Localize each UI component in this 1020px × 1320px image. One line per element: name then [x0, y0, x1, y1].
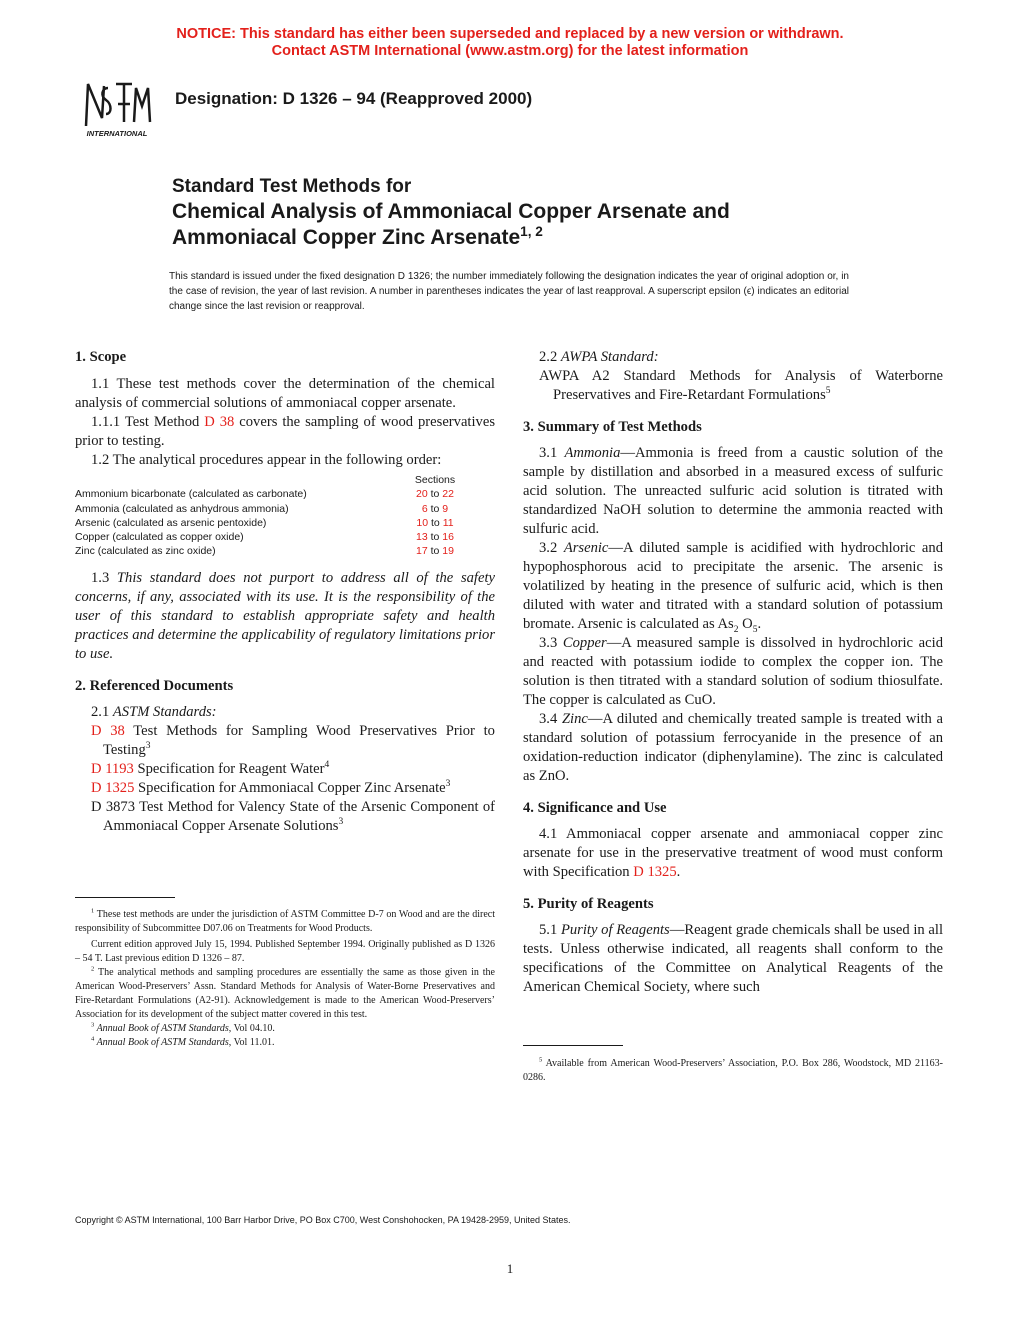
left-column	[75, 348, 495, 836]
footnote-1b: Current edition approved July 15, 1994. Published September 1994. Originally published as D 1326 – 54 T. Last previous edition D 1326 – 87.	[75, 939, 495, 964]
footnote-1: $^1$ These test methods are under the jurisdiction of ASTM Committee D-7 on Wood and are the direct responsibility of Subcommittee D07.06 on Treatments for Wood Products.	[75, 907, 495, 934]
designation: Designation: D 1326 – 94 (Reapproved 2000)	[175, 89, 533, 108]
title-block	[172, 175, 872, 251]
referenced-heading: 2. Referenced Documents	[75, 677, 234, 694]
para-1-1: 1.1 These test methods cover the determination of the chemical analysis of commercial solutions of ammoniacal copper arsenate.	[75, 376, 495, 411]
link-d38[interactable]: D 38	[204, 414, 235, 430]
ref-d38: D 38 Test Methods for Sampling Wood Preservatives Prior to Testing$^3$	[91, 722, 495, 758]
logo-subtext: INTERNATIONAL	[86, 129, 148, 138]
table-row: Arsenic (calculated as arsenic pentoxide) 10 to 11	[75, 516, 454, 529]
right-footnotes	[523, 1057, 943, 1085]
right-column	[523, 348, 943, 997]
table-row: Zinc (calculated as zinc oxide) 17 to 19	[75, 545, 454, 558]
issued-note: This standard is issued under the fixed designation D 1326; the number immediately following the designation indicates the year of original adoption or, in the case of revision, the year of last revision. A number in parentheses indicates the year of last reapproval. A superscript epsilon (ϵ) indicates an editorial change since the last revision or reapproval.	[169, 271, 849, 312]
title-line-2: Chemical Analysis of Ammoniacal Copper Arsenate and	[172, 200, 730, 223]
para-3-4: 3.4 Zinc—A diluted and chemically treated sample is treated with a standard solution of potassium ferrocyanide in the presence of an oxidation-reduction indicator (diphenylamine). The zinc is calculated as ZnO.	[523, 711, 943, 784]
scope-heading: 1. Scope	[75, 349, 127, 365]
ref-d1325: D 1325 Specification for Ammoniacal Copper Zinc Arsenate$^3$	[91, 778, 451, 796]
table-header: Sections	[414, 474, 456, 486]
summary-heading: 3. Summary of Test Methods	[523, 419, 702, 435]
footnote-4: $^4$ Annual Book of ASTM Standards, Vol 11.01.	[91, 1035, 275, 1048]
table-row: Ammonium bicarbonate (calculated as carbonate) 20 to 22	[75, 488, 454, 501]
astm-logo	[74, 74, 160, 146]
copyright: Copyright © ASTM International, 100 Barr Harbor Drive, PO Box C700, West Conshohocken, PA 19428-2959, United States.	[75, 1215, 571, 1225]
para-1-1-1: 1.1.1 Test Method D 38 covers the sampling of wood preservatives prior to testing.	[75, 414, 495, 449]
link-d1325[interactable]: D 1325	[633, 864, 677, 880]
purity-heading: 5. Purity of Reagents	[523, 896, 654, 912]
footnote-rule-right	[523, 1045, 623, 1046]
para-1-3: 1.3 This standard does not purport to address all of the safety concerns, if any, associated with its use. It is the responsibility of the user of this standard to establish appropriate safety and health practices and determine the applicability of regulatory limitations prior to use.	[75, 569, 495, 662]
para-4-1: 4.1 Ammoniacal copper arsenate and ammoniacal copper zinc arsenate for use in the preservative treatment of wood must conform with Specification D 1325.	[523, 826, 943, 880]
para-3-3: 3.3 Copper—A measured sample is dissolved in hydrochloric acid and reacted with potassium iodide to complex the copper ion. The solution is then titrated with a standard solution of sodium thiosulfate. The copper is calculated as CuO.	[523, 635, 943, 708]
page-number: 1	[506, 1261, 514, 1276]
ref-d1193: D 1193 Specification for Reagent Water$^4$	[91, 759, 330, 777]
left-footnotes	[75, 908, 495, 1050]
notice-line-2: Contact ASTM International (www.astm.org) for the latest information	[271, 43, 749, 59]
para-2-2: 2.2 AWPA Standard:	[539, 349, 659, 365]
footnote-2: $^2$ The analytical methods and sampling procedures are essentially the same as those given in the American Wood-Preservers’ Assn. Standard Methods for Analysis of Water-Borne Preservatives and Fire-Retardant Formulations (A2-91). Acknowledgement is made to the American Wood-Preservers’ Association for its development of the subject matter covered in this test.	[75, 965, 495, 1020]
ref-d3873: D 3873 Test Method for Valency State of the Arsenic Component of Ammoniacal Copper Arsenate Solutions$^3$	[91, 798, 495, 834]
significance-heading: 4. Significance and Use	[523, 800, 667, 816]
footnote-rule	[75, 897, 175, 898]
table-row: Copper (calculated as copper oxide) 13 to 16	[75, 531, 454, 544]
para-1-2: 1.2 The analytical procedures appear in the following order:	[91, 452, 442, 468]
sections-table	[75, 473, 495, 559]
notice-line-1: NOTICE: This standard has either been superseded and replaced by a new version or withdrawn.	[176, 26, 844, 42]
title-line-1: Standard Test Methods for	[172, 176, 412, 197]
ref-awpa: AWPA A2 Standard Methods for Analysis of Waterborne Preservatives and Fire-Retardant Formulations$^5$	[539, 368, 943, 403]
footnote-3: $^3$ Annual Book of ASTM Standards, Vol 04.10.	[91, 1021, 275, 1034]
table-row: Ammonia (calculated as anhydrous ammonia) 6 to 9	[75, 502, 449, 515]
footnote-5: $^5$ Available from American Wood-Preservers’ Association, P.O. Box 286, Woodstock, MD 21163-0286.	[523, 1056, 943, 1083]
para-3-1: 3.1 Ammonia—Ammonia is freed from a caustic solution of the sample by distillation and absorbed in a measured excess of sulfuric acid solution. The unreacted sulfuric acid solution is titrated with standardized NaOH solution to determine the ammonia reacted with sulfuric acid.	[523, 445, 943, 537]
para-3-2: 3.2 Arsenic—A diluted sample is acidified with hydrochloric and hypophosphorous acid to precipitate the arsenic. The arsenic is volatilized by heating in the presence of sulfuric acid, which is then diluted with water and titrated with a standard solution of potassium bromate. Arsenic is calculated as $As_2$ $O_5$.	[523, 540, 944, 635]
para-5-1: 5.1 Purity of Reagents—Reagent grade chemicals shall be used in all tests. Unless otherwise indicated, all reagents shall conform to the specifications of the Committee on Analytical Reagents of the American Chemical Society, where such	[523, 922, 944, 995]
title-line-3: Ammoniacal Copper Zinc Arsenate$^{1, 2}$	[172, 224, 543, 249]
para-2-1: 2.1 ASTM Standards:	[91, 703, 217, 720]
